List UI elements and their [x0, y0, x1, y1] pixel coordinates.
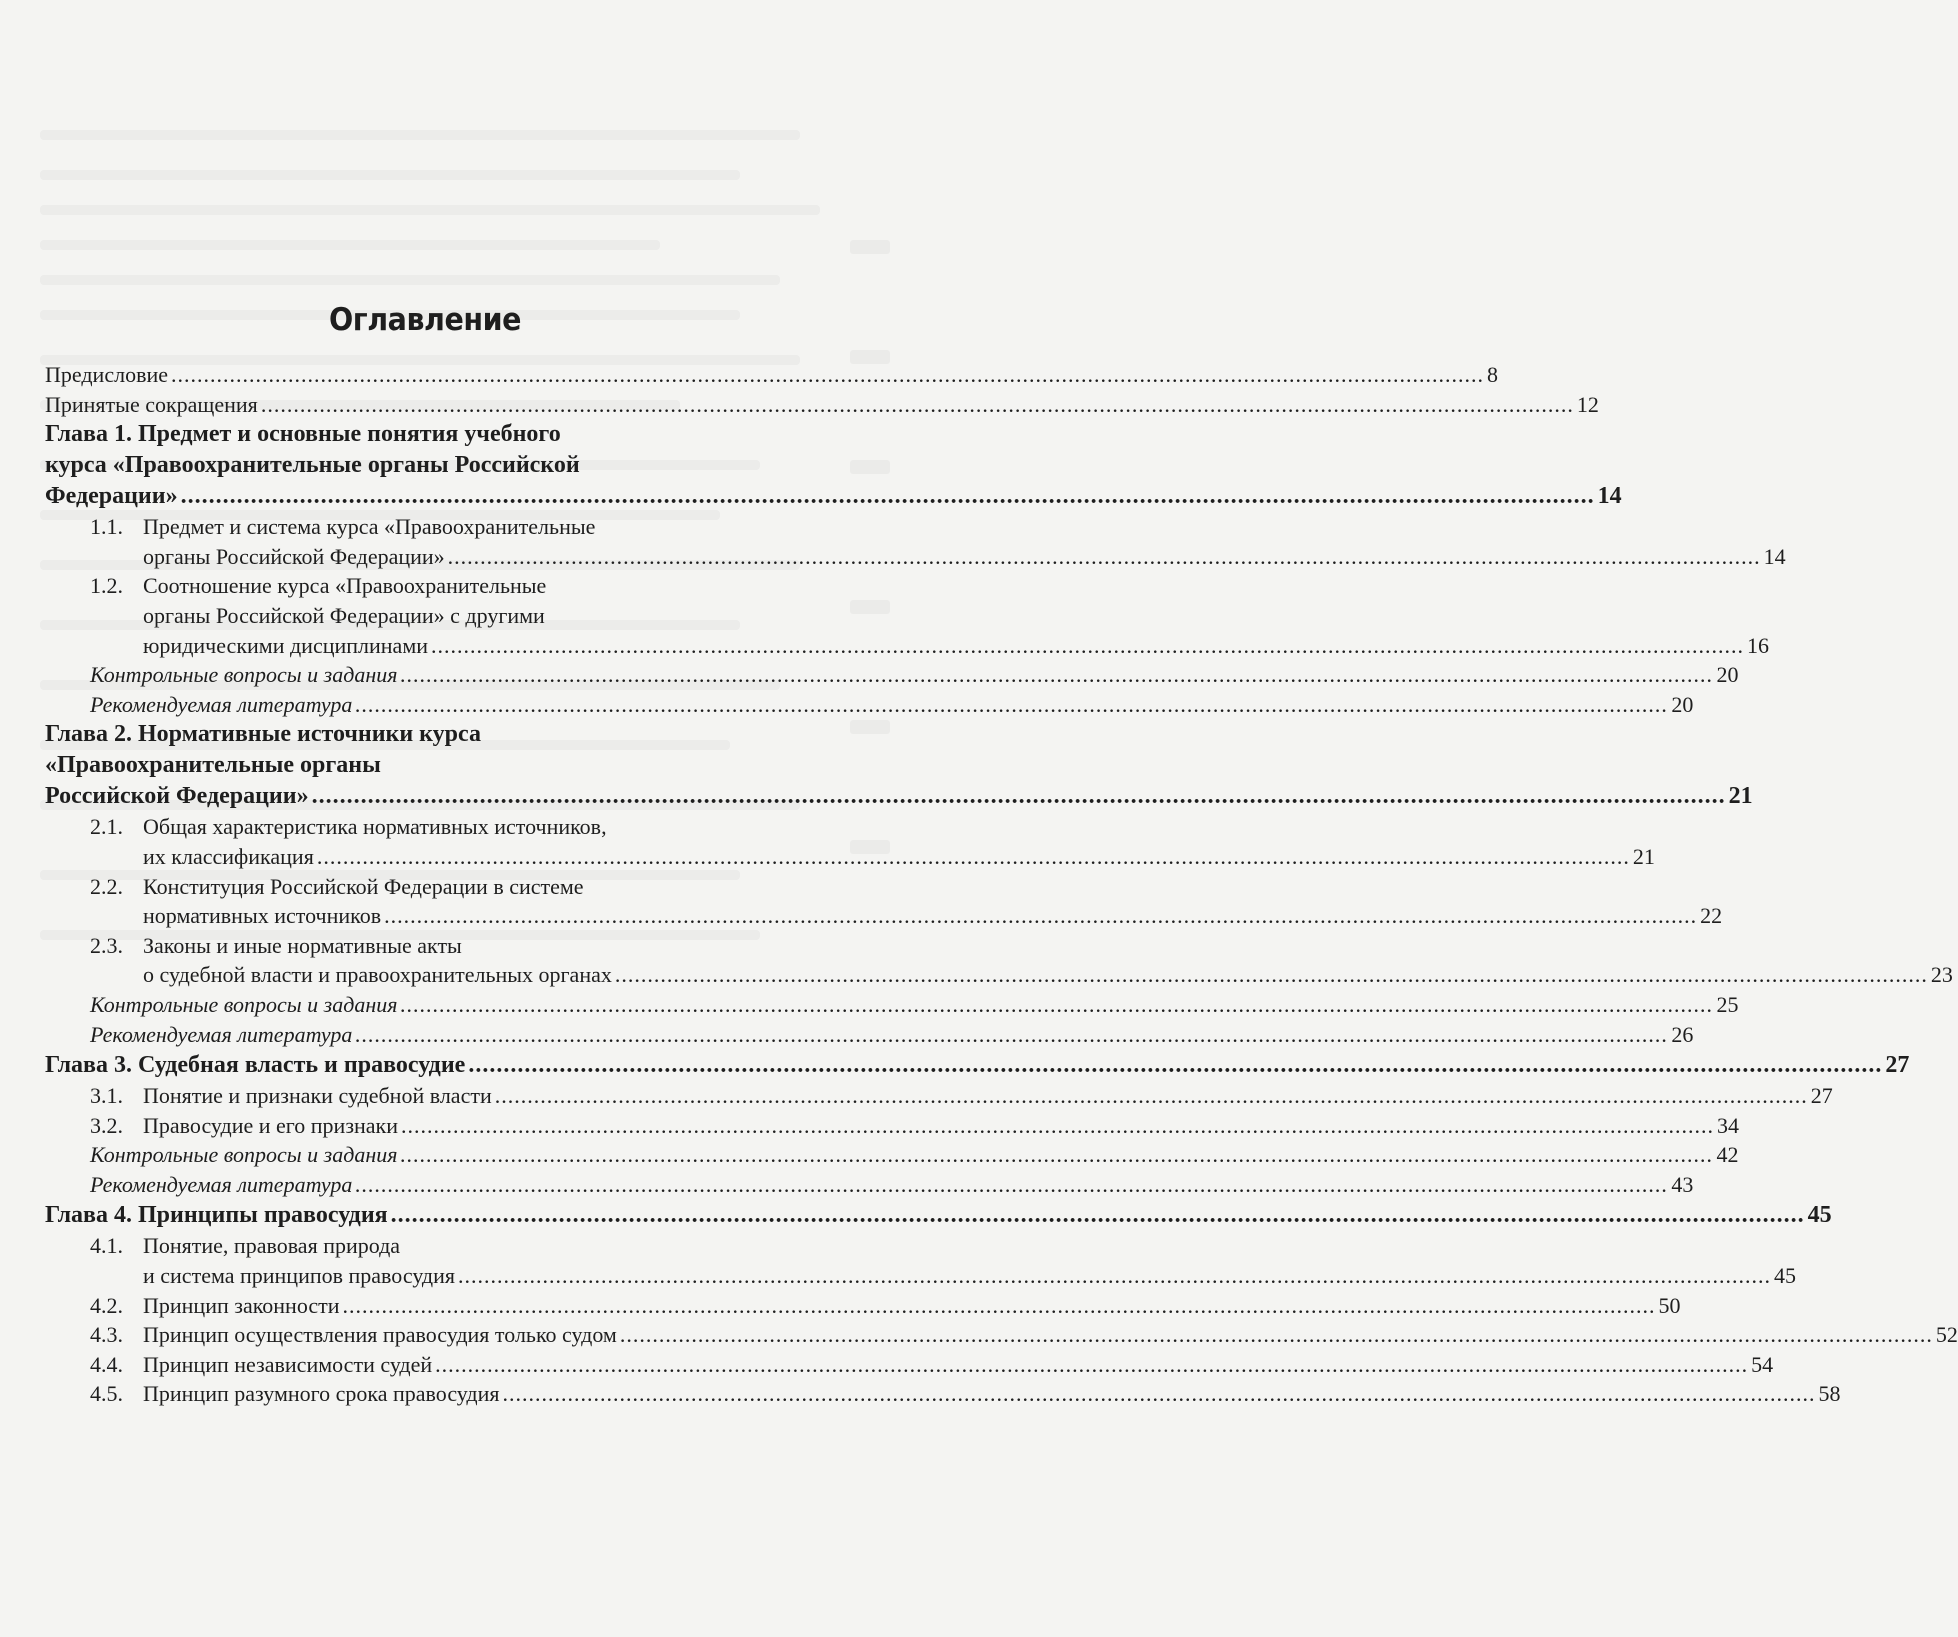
toc-entry: [45, 1170, 1694, 1200]
toc-list: [45, 360, 1958, 1409]
toc-entry: [45, 1140, 1739, 1170]
entry-title-line: и система принципов правосудия: [143, 1263, 456, 1289]
entry-title-line: Рекомендуемая литература: [90, 691, 353, 717]
entry-leader-line: [143, 542, 1786, 572]
entry-leader-line: [90, 660, 1739, 690]
dot-leader: [317, 844, 1630, 869]
toc-chapter: [45, 1050, 1910, 1081]
dot-leader: [355, 692, 1668, 717]
toc-section: [45, 1320, 1958, 1350]
entry-leader-line: [143, 1261, 1797, 1291]
entry-title-line: Принцип осуществления правосудия только судом: [143, 1322, 617, 1348]
dot-leader: [400, 662, 1713, 687]
dot-leader: [400, 992, 1713, 1017]
page-number: 52: [1935, 1322, 1958, 1348]
section-number: 3.2.: [90, 1112, 123, 1138]
table-of-contents: [45, 300, 1958, 1409]
entry-leader-line: [45, 481, 1622, 512]
entry-title-line: Законы и иные нормативные акты: [143, 932, 462, 958]
entry-leader-line: [143, 1320, 1958, 1350]
page-number: 21: [1632, 843, 1655, 869]
entry-title-line: Принятые сокращения: [45, 391, 258, 417]
entry-title-line: Контрольные вопросы и задания: [90, 1142, 398, 1168]
entry-title-line: Правосудие и его признаки: [143, 1112, 399, 1138]
toc-chapter: [45, 1200, 1832, 1231]
page-number: 42: [1716, 1142, 1739, 1168]
entry-leader-line: [90, 990, 1739, 1020]
toc-section: [45, 512, 1786, 571]
entry-leader-line: [45, 781, 1753, 812]
entry-title-line: Соотношение курса «Правоохранительные: [143, 573, 547, 599]
dot-leader: [620, 1322, 1933, 1347]
dot-leader: [495, 1083, 1808, 1108]
entry-title-line: Принцип независимости судей: [143, 1351, 433, 1377]
page-number: 16: [1747, 632, 1770, 658]
page-number: 34: [1717, 1112, 1740, 1138]
section-number: 2.2.: [90, 873, 123, 899]
page-number: 23: [1930, 962, 1953, 988]
entry-title-line: Принцип законности: [143, 1292, 340, 1318]
dot-leader: [384, 903, 1697, 928]
toc-section: [45, 1350, 1774, 1380]
entry-title-line: их классификация: [143, 843, 314, 869]
entry-leader-line: [143, 960, 1953, 990]
dot-leader: [431, 633, 1744, 658]
page-number: 8: [1487, 362, 1498, 387]
page-number: 50: [1658, 1292, 1681, 1318]
section-number: 4.4.: [90, 1351, 123, 1377]
dot-leader: [401, 1113, 1714, 1138]
page-number: 14: [1597, 483, 1622, 510]
entry-title-line: Контрольные вопросы и задания: [90, 991, 398, 1017]
section-number: 1.2.: [90, 573, 123, 599]
section-number: 4.2.: [90, 1292, 123, 1318]
dot-leader: [171, 362, 1484, 387]
entry-title-line: Понятие, правовая природа: [143, 1233, 401, 1259]
entry-leader-line: [143, 1379, 1841, 1409]
entry-title-line: Понятие и признаки судебной власти: [143, 1083, 492, 1109]
section-number: 4.3.: [90, 1322, 123, 1348]
entry-title-line: о судебной власти и правоохранительных органах: [143, 962, 612, 988]
dot-leader: [615, 962, 1928, 987]
dot-leader: [458, 1263, 1771, 1288]
entry-leader-line: [143, 631, 1770, 661]
entry-title-line: Предисловие: [45, 362, 168, 387]
toc-entry: [45, 360, 1498, 390]
dot-leader: [355, 1022, 1668, 1047]
toc-section: [45, 1379, 1841, 1409]
entry-title-line: «Правоохранительные органы: [45, 752, 381, 779]
entry-leader-line: [143, 842, 1655, 872]
page-number: 20: [1716, 662, 1739, 688]
entry-title-line: Глава 3. Судебная власть и правосудие: [45, 1052, 466, 1079]
page-number: 58: [1818, 1381, 1841, 1407]
entry-leader-line: [45, 360, 1498, 390]
dot-leader: [503, 1381, 1816, 1406]
entry-leader-line: [143, 1291, 1681, 1321]
page-number: 26: [1671, 1021, 1694, 1047]
section-number: 4.1.: [90, 1233, 123, 1259]
toc-section: [45, 1081, 1833, 1111]
toc-section: [45, 872, 1723, 931]
page-number: 54: [1751, 1351, 1774, 1377]
entry-title-line: Глава 1. Предмет и основные понятия учебного: [45, 421, 561, 448]
dot-leader: [312, 783, 1726, 809]
entry-leader-line: [143, 1350, 1774, 1380]
toc-section: [45, 1291, 1681, 1321]
dot-leader: [400, 1142, 1713, 1167]
dot-leader: [261, 392, 1574, 417]
toc-section: [45, 931, 1953, 990]
toc-section: [45, 812, 1655, 871]
page-number: 21: [1728, 783, 1753, 810]
dot-leader: [355, 1172, 1668, 1197]
entry-title-line: Глава 2. Нормативные источники курса: [45, 721, 481, 748]
dot-leader: [181, 483, 1595, 509]
page-number: 27: [1885, 1052, 1910, 1079]
entry-title-line: нормативных источников: [143, 903, 382, 929]
toc-entry: [45, 390, 1599, 420]
entry-title-line: Конституция Российской Федерации в системе: [143, 873, 584, 899]
entry-title-line: Общая характеристика нормативных источников,: [143, 814, 607, 840]
toc-section: [45, 571, 1770, 660]
page-number: 45: [1807, 1202, 1832, 1229]
entry-leader-line: [143, 1111, 1740, 1141]
page-number: 22: [1700, 903, 1723, 929]
page-number: 20: [1671, 691, 1694, 717]
toc-entry: [45, 690, 1694, 720]
entry-leader-line: [90, 690, 1694, 720]
toc-section: [45, 1231, 1797, 1290]
toc-entry: [45, 1020, 1694, 1050]
entry-title-line: Предмет и система курса «Правоохранительные: [143, 514, 596, 540]
entry-title-line: Контрольные вопросы и задания: [90, 662, 398, 688]
toc-entry: [45, 990, 1739, 1020]
entry-leader-line: [143, 901, 1723, 931]
toc-chapter: [45, 719, 1753, 812]
dot-leader: [435, 1352, 1748, 1377]
entry-title-line: Рекомендуемая литература: [90, 1021, 353, 1047]
page-number: 14: [1763, 543, 1786, 569]
entry-leader-line: [45, 1050, 1910, 1081]
entry-title-line: Федерации»: [45, 483, 178, 510]
section-number: 1.1.: [90, 514, 123, 540]
toc-entry: [45, 660, 1739, 690]
entry-title-line: Рекомендуемая литература: [90, 1171, 353, 1197]
dot-leader: [468, 1052, 1882, 1078]
entry-leader-line: [90, 1140, 1739, 1170]
entry-title-line: юридическими дисциплинами: [143, 632, 429, 658]
dot-leader: [448, 544, 1761, 569]
page-title: Оглавление: [329, 302, 521, 338]
entry-leader-line: [45, 390, 1599, 420]
entry-leader-line: [90, 1170, 1694, 1200]
entry-title-line: Принцип разумного срока правосудия: [143, 1381, 500, 1407]
dot-leader: [391, 1202, 1805, 1228]
page-number: 45: [1774, 1263, 1797, 1289]
section-number: 4.5.: [90, 1381, 123, 1407]
page-number: 12: [1576, 391, 1599, 417]
page-number: 27: [1810, 1083, 1833, 1109]
page-number: 25: [1716, 991, 1739, 1017]
entry-leader-line: [143, 1081, 1833, 1111]
dot-leader: [343, 1293, 1656, 1318]
entry-title-line: Российской Федерации»: [45, 783, 309, 810]
section-number: 2.1.: [90, 814, 123, 840]
section-number: 3.1.: [90, 1083, 123, 1109]
entry-title-line: Глава 4. Принципы правосудия: [45, 1202, 388, 1229]
toc-section: [45, 1111, 1740, 1141]
entry-title-line: органы Российской Федерации» с другими: [143, 602, 545, 628]
toc-chapter: [45, 419, 1622, 512]
page-number: 43: [1671, 1171, 1694, 1197]
entry-leader-line: [45, 1200, 1832, 1231]
section-number: 2.3.: [90, 932, 123, 958]
entry-title-line: курса «Правоохранительные органы Российской: [45, 452, 580, 479]
entry-title-line: органы Российской Федерации»: [143, 543, 445, 569]
entry-leader-line: [90, 1020, 1694, 1050]
